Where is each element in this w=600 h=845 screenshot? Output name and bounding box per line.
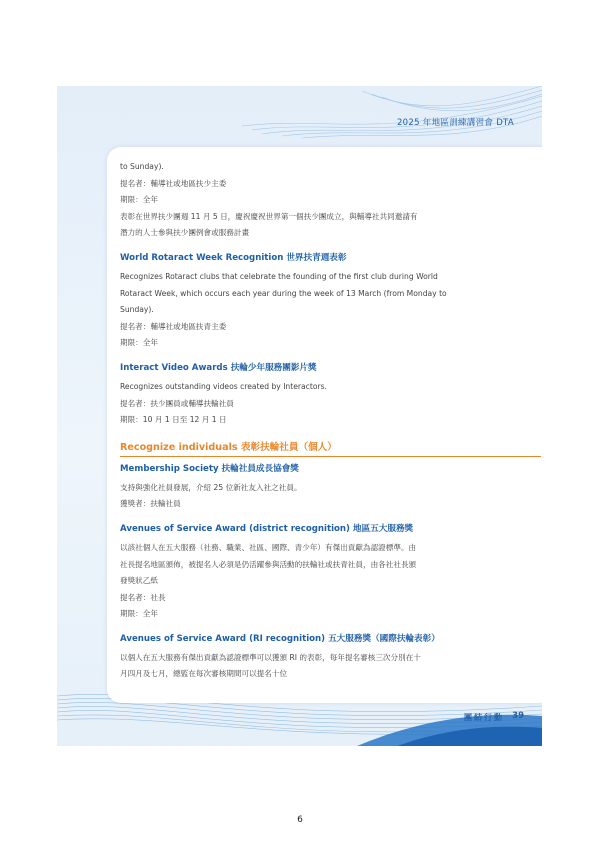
intro-line: 提名者：輔導社或地區扶少主委 bbox=[120, 178, 227, 188]
recognize-individuals-heading: Recognize individuals 表彰扶輪社員（個人） bbox=[120, 440, 541, 457]
body-line: Recognizes Rotaract clubs that celebrate the founding of the first club during World bbox=[120, 271, 438, 281]
body-line: 獲獎者：扶輪社員 bbox=[120, 499, 181, 509]
intro-line: 期限：全年 bbox=[120, 195, 158, 205]
book-page-number: 39 bbox=[512, 711, 524, 721]
page-number: 6 bbox=[297, 815, 303, 825]
document-sheet bbox=[57, 86, 542, 746]
body-line: 期限：全年 bbox=[120, 338, 158, 348]
body-line: 發獎狀乙紙 bbox=[120, 576, 158, 586]
body-line: Recognizes outstanding videos created by Interactors. bbox=[120, 381, 327, 391]
body-line: 以該社個人在五大服務（社務、職業、社區、國際、青少年）有傑出貢獻為認證標準。由 bbox=[120, 542, 417, 552]
body-line: 支持與強化社員發展，介紹 25 位新社友入社之社員。 bbox=[120, 482, 302, 492]
intro-line: 表彰在世界扶少團週 11 月 5 日，慶祝慶祝世界第一個扶少團成立，與輔導社共同邀請有 bbox=[120, 211, 418, 221]
body-line: Rotaract Week, which occurs each year during the week of 13 March (from Monday to bbox=[120, 288, 447, 298]
ri-service-award-heading: Avenues of Service Award (RI recognition) 五大服務獎（國際扶輪表彰） bbox=[120, 633, 440, 644]
header-title: 2025 年地區訓練講習會 DTA bbox=[396, 118, 514, 128]
footer-label: 團結行動 bbox=[464, 713, 504, 722]
body-line: 提名者：輔導社或地區扶青主委 bbox=[120, 321, 227, 331]
content-card bbox=[107, 147, 542, 703]
body-line: Sunday). bbox=[120, 305, 154, 315]
intro-line: to Sunday). bbox=[120, 162, 164, 171]
body-line: 月四月及七月，總監在每次審核期間可以提名十位 bbox=[120, 669, 288, 679]
body-line: 提名者：扶少團員或輔導扶輪社員 bbox=[120, 398, 234, 408]
interact-video-heading: Interact Video Awards 扶輪少年服務團影片獎 bbox=[120, 362, 317, 373]
body-line: 社長提名地區頒佈，被提名人必須是仍活躍參與活動的扶輪社或扶青社員，由各社社長頒 bbox=[120, 559, 417, 569]
intro-line: 潛力的人士參與扶少團例會或服務計畫 bbox=[120, 228, 250, 238]
body-line: 期限：全年 bbox=[120, 609, 158, 619]
rotaract-week-heading: World Rotaract Week Recognition 世界扶青週表彰 bbox=[120, 252, 347, 263]
body-line: 期限：10 月 1 日至 12 月 1 日 bbox=[120, 415, 227, 425]
membership-society-heading: Membership Society 扶輪社員成長協會獎 bbox=[120, 463, 299, 474]
body-line: 提名者：社長 bbox=[120, 592, 166, 602]
body-line: 以個人在五大服務有傑出貢獻為認證標準可以獲頒 RI 的表彰，每年提名審核三次分別在十 bbox=[120, 652, 421, 662]
district-service-award-heading: Avenues of Service Award (district recognition) 地區五大服務獎 bbox=[120, 523, 414, 534]
